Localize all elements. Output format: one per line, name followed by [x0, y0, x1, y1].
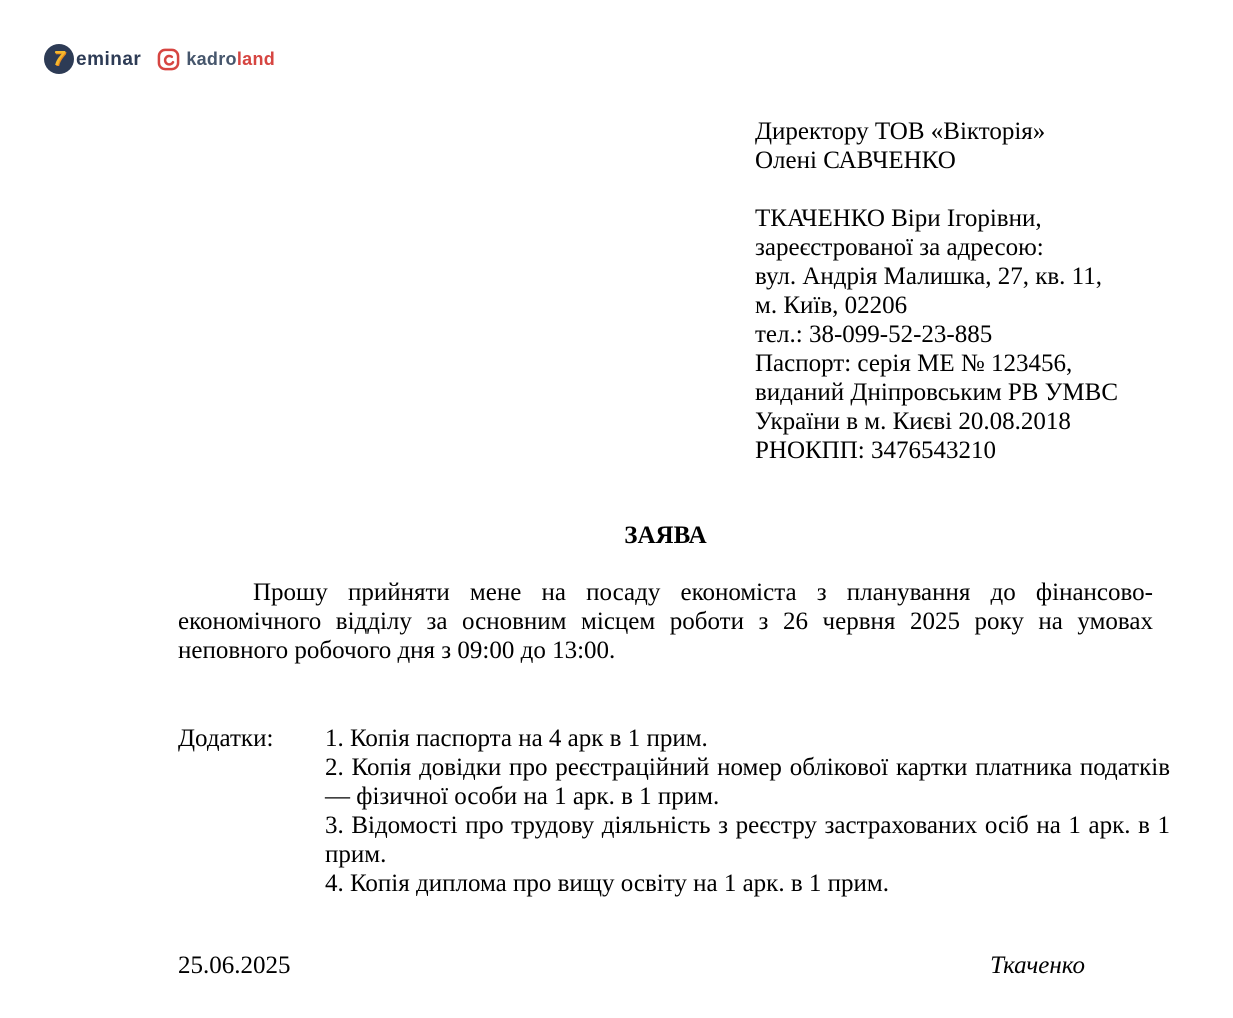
applicant-line: вул. Андрія Малишка, 27, кв. 11,	[755, 263, 1102, 290]
applicant-line: виданий Дніпровським РВ УМВС	[755, 379, 1119, 406]
applicant-line: ТКАЧЕНКО Віри Ігорівни,	[755, 205, 1042, 232]
signature: Ткаченко	[990, 952, 1085, 979]
kadroland-text-red: land	[236, 48, 276, 69]
applicant-line: України в м. Києві 20.08.2018	[755, 408, 1071, 435]
applicant-line: РНОКПП: 3476543210	[755, 437, 996, 464]
applicant-line: м. Київ, 02206	[755, 292, 908, 319]
seminar-logo-numeral: 7	[53, 48, 65, 70]
paperclip-icon	[157, 48, 180, 71]
attachments-label: Додатки:	[178, 725, 274, 752]
recipient-line: Олені САВЧЕНКО	[755, 147, 956, 174]
kadroland-text-dark: kadro	[186, 48, 237, 69]
seminar-logo-text: eminar	[76, 48, 142, 70]
attachment-item: 3. Відомості про трудову діяльність з реєстру застрахованих осіб на 1 арк. в 1 прим.	[325, 812, 1170, 868]
applicant-line: зареєстрованої за адресою:	[755, 234, 1044, 261]
brand-logos	[44, 44, 275, 74]
applicant-line: Паспорт: серія МЕ № 123456,	[755, 350, 1073, 377]
attachment-item: 2. Копія довідки про реєстраційний номер облікової картки платника податків — фізичної особи на 1 арк. в 1 прим.	[325, 754, 1170, 810]
attachment-item: 4. Копія диплома про вищу освіту на 1 арк. в 1 прим.	[325, 870, 889, 897]
recipient-line: Директору ТОВ «Вікторія»	[755, 118, 1046, 145]
attachment-item: 1. Копія паспорта на 4 арк в 1 прим.	[325, 725, 708, 752]
attachments-list	[325, 724, 1170, 898]
body-paragraph: Прошу прийняти мене на посаду економіста з планування до фінансово-економічного відділу за основним місцем роботи з 26 червня 2025 року на умовах неповного робочого дня з 09:00 до 13:00.	[178, 579, 1153, 664]
applicant-line: тел.: 38-099-52-23-885	[755, 321, 993, 348]
applicant-block	[755, 204, 1155, 465]
seminar-logo	[44, 44, 141, 74]
document-title: ЗАЯВА	[624, 522, 707, 549]
kadroland-logo	[157, 45, 275, 74]
recipient-block	[755, 117, 1155, 175]
kadroland-logo-text	[186, 45, 275, 74]
document-date: 25.06.2025	[178, 952, 291, 979]
seminar-logo-icon	[44, 44, 74, 74]
